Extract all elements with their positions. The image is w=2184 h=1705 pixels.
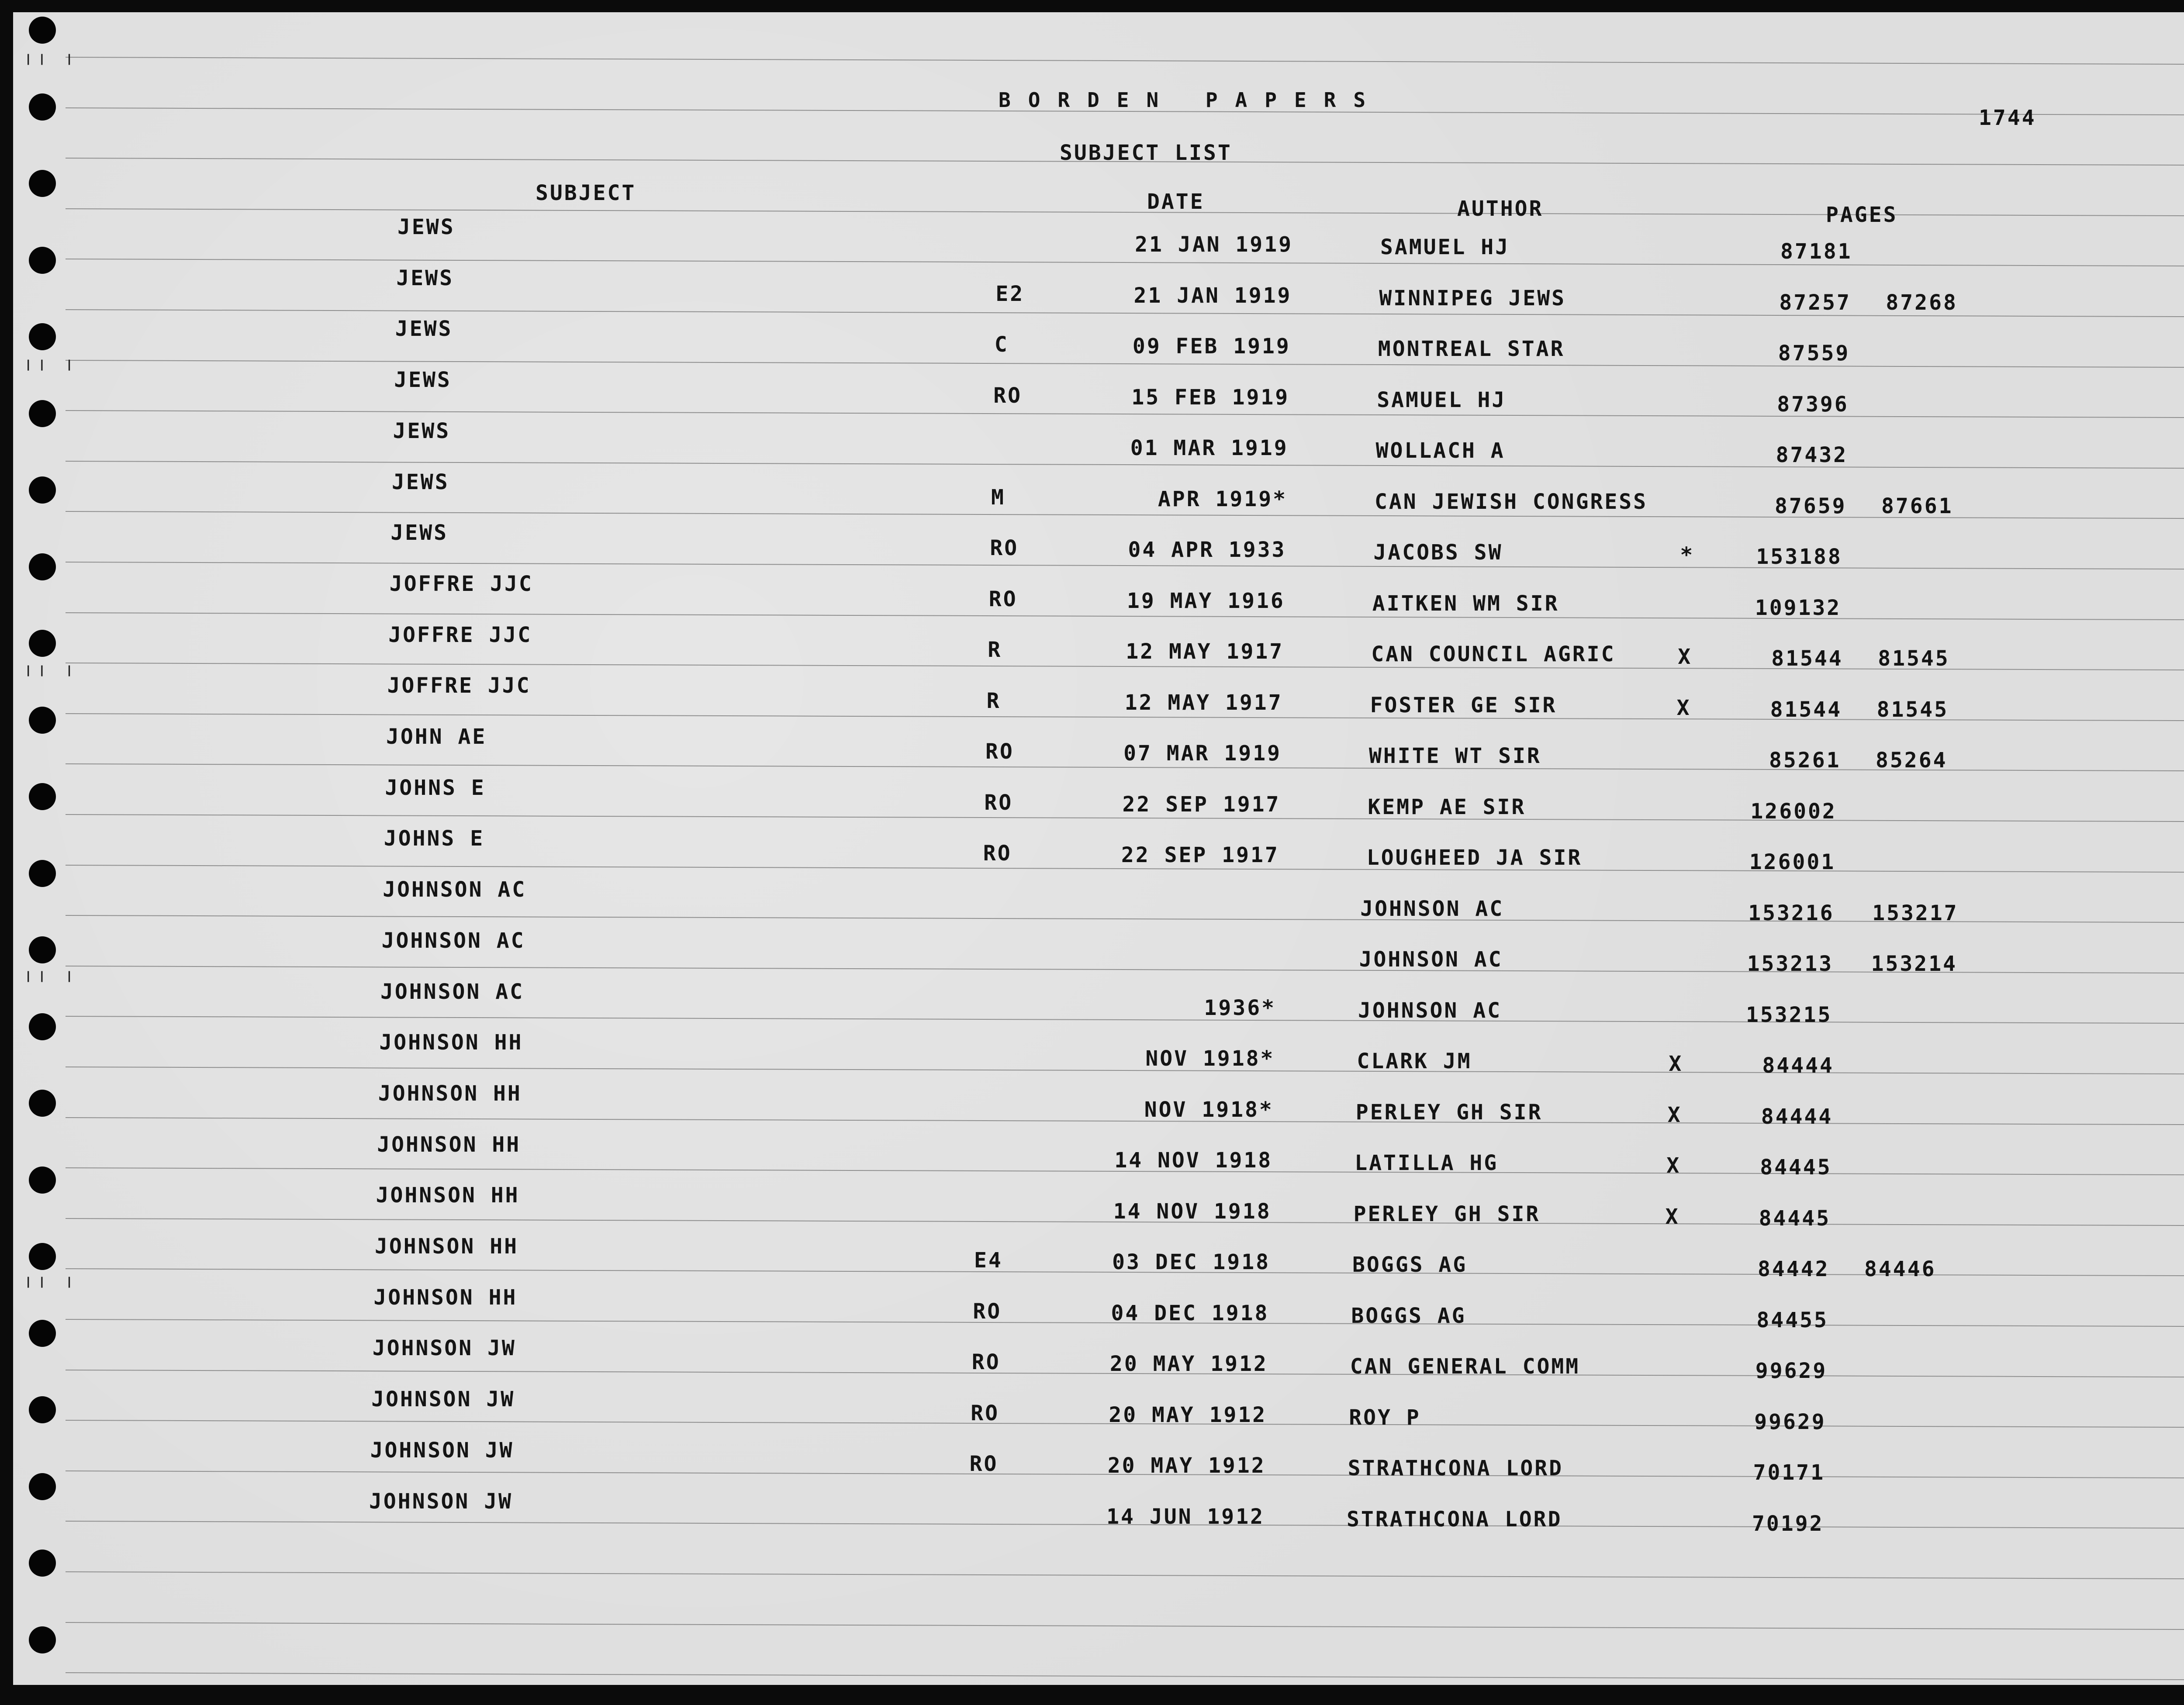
cell-author: ROY P	[1349, 1405, 1421, 1430]
cell-page1: 70171	[1753, 1460, 1825, 1485]
cell-date: 20 MAY 1912	[1109, 1402, 1267, 1427]
perforation-mark: ╵╵ ╵	[23, 1277, 78, 1298]
perforation-mark: ╵╵ ╵	[23, 971, 78, 993]
cell-subject: JOHNSON HH	[378, 1081, 522, 1106]
cell-author: MONTREAL STAR	[1378, 337, 1565, 361]
cell-date: 14 JUN 1912	[1106, 1504, 1265, 1529]
cell-author: PERLEY GH SIR	[1355, 1100, 1543, 1125]
cell-page1: 99629	[1755, 1359, 1828, 1383]
cell-page1: 84444	[1762, 1053, 1834, 1078]
cell-author: CAN JEWISH CONGRESS	[1375, 489, 1648, 514]
cell-code: RO	[971, 1401, 999, 1425]
column-header-subject: SUBJECT	[536, 181, 636, 205]
cell-subject: JOHNS E	[385, 775, 486, 800]
cell-subject: JEWS	[397, 215, 455, 239]
cell-page1: 81544	[1771, 646, 1843, 671]
cell-date: 07 MAR 1919	[1123, 741, 1282, 766]
cell-flag: X	[1676, 695, 1691, 720]
cell-code: E2	[995, 281, 1025, 306]
cell-flag: X	[1669, 1052, 1683, 1076]
ruled-line	[66, 562, 2184, 570]
cell-code: C	[994, 332, 1009, 357]
feed-hole	[29, 860, 56, 887]
cell-date: 22 SEP 1917	[1121, 843, 1279, 867]
ruled-line	[66, 1672, 2184, 1681]
cell-subject: JOHNSON AC	[380, 979, 524, 1004]
cell-date: 14 NOV 1918	[1113, 1199, 1272, 1224]
ruled-line	[66, 461, 2184, 469]
ruled-line	[66, 612, 2184, 621]
cell-page1: 84455	[1756, 1308, 1828, 1332]
cell-subject: JOHNSON JW	[369, 1489, 513, 1514]
cell-subject: JEWS	[396, 266, 454, 290]
cell-date: 14 NOV 1918	[1114, 1148, 1273, 1173]
cell-subject: JOHNSON HH	[375, 1234, 518, 1259]
cell-flag: X	[1665, 1204, 1680, 1229]
cell-author: CLARK JM	[1357, 1049, 1472, 1073]
cell-page1: 153188	[1756, 545, 1842, 569]
cell-subject: JOHNS E	[384, 826, 485, 851]
feed-hole	[29, 1473, 56, 1500]
cell-page1: 84445	[1760, 1155, 1832, 1180]
feed-hole	[29, 553, 56, 580]
ruled-line	[66, 57, 2184, 65]
cell-author: PERLEY GH SIR	[1353, 1201, 1541, 1226]
cell-date: 04 DEC 1918	[1111, 1301, 1269, 1325]
cell-author: AITKEN WM SIR	[1372, 591, 1559, 616]
ruled-line	[66, 663, 2184, 671]
cell-subject: JOFFRE JJC	[388, 622, 532, 647]
perforation-mark: ╵╵ ╵	[23, 666, 78, 687]
cell-subject: JOHNSON AC	[383, 877, 527, 902]
cell-page1: 87659	[1775, 494, 1847, 518]
cell-page1: 109132	[1755, 595, 1842, 620]
ruled-line	[66, 1117, 2184, 1125]
cell-subject: JOHNSON HH	[373, 1285, 518, 1310]
feed-hole	[29, 1090, 56, 1117]
cell-date: NOV 1918*	[1144, 1097, 1274, 1122]
cell-page2: 87661	[1881, 494, 1953, 518]
cell-page1: 87396	[1777, 392, 1849, 417]
cell-date: 09 FEB 1919	[1132, 334, 1291, 359]
cell-author: LATILLA HG	[1355, 1151, 1499, 1175]
cell-author: CAN GENERAL COMM	[1350, 1354, 1580, 1379]
cell-page1: 153213	[1747, 952, 1833, 976]
cell-date: 21 JAN 1919	[1135, 232, 1293, 257]
feed-hole	[29, 247, 56, 274]
feed-hole	[29, 170, 56, 197]
ruled-line	[66, 1571, 2184, 1580]
cell-subject: JOFFRE JJC	[387, 673, 531, 698]
cell-page1: 87181	[1780, 239, 1852, 264]
feed-hole	[29, 1013, 56, 1040]
cell-subject: JEWS	[392, 469, 449, 494]
cell-date: 04 APR 1933	[1128, 538, 1286, 562]
feed-hole	[29, 783, 56, 810]
cell-page1: 70192	[1752, 1511, 1824, 1536]
cell-page1: 87257	[1779, 290, 1851, 315]
cell-date: NOV 1918*	[1145, 1046, 1275, 1071]
cell-author: CAN COUNCIL AGRIC	[1371, 642, 1616, 666]
ruled-line	[66, 1622, 2184, 1630]
cell-page1: 87432	[1776, 443, 1848, 467]
cell-flag: X	[1678, 645, 1693, 669]
cell-page2: 153214	[1871, 952, 1957, 976]
feed-hole	[29, 1243, 56, 1270]
cell-author: BOGGS AG	[1352, 1253, 1468, 1277]
ruled-line	[66, 915, 2184, 923]
feed-hole	[29, 1167, 56, 1194]
cell-page1: 153216	[1748, 901, 1835, 925]
cell-subject: JOHNSON HH	[379, 1030, 523, 1055]
cell-author: LOUGHEED JA SIR	[1366, 846, 1583, 870]
cell-author: SAMUEL HJ	[1380, 235, 1510, 259]
column-header-pages: PAGES	[1826, 203, 1898, 227]
cell-subject: JOHNSON AC	[381, 928, 525, 953]
cell-author: WOLLACH A	[1375, 438, 1505, 463]
cell-date: 19 MAY 1916	[1127, 588, 1285, 613]
list-subtitle: SUBJECT LIST	[1060, 141, 1232, 165]
cell-flag: X	[1667, 1102, 1682, 1127]
cell-page2: 85264	[1876, 748, 1948, 773]
cell-page1: 84445	[1759, 1206, 1831, 1231]
column-header-author: AUTHOR	[1457, 197, 1544, 221]
cell-page1: 126002	[1750, 799, 1837, 824]
cell-author: WHITE WT SIR	[1369, 744, 1541, 768]
cell-code: RO	[988, 587, 1018, 611]
cell-code: RO	[985, 739, 1014, 764]
ruled-line	[66, 966, 2184, 974]
cell-code: RO	[984, 790, 1013, 815]
cell-subject: JEWS	[390, 521, 448, 545]
cell-code: M	[991, 485, 1006, 510]
cell-author: KEMP AE SIR	[1368, 794, 1526, 819]
cell-subject: JOHNSON HH	[377, 1132, 521, 1157]
cell-flag: *	[1680, 543, 1695, 567]
cell-date: 12 MAY 1917	[1124, 690, 1283, 715]
ruled-line	[66, 410, 2184, 418]
feed-hole	[29, 1550, 56, 1577]
ruled-line	[66, 259, 2184, 267]
cell-subject: JOHNSON JW	[371, 1387, 515, 1412]
feed-hole	[29, 400, 56, 427]
cell-page1: 84442	[1758, 1257, 1830, 1281]
cell-flag: X	[1666, 1153, 1681, 1178]
cell-page2: 84446	[1864, 1257, 1936, 1281]
cell-page1: 84444	[1761, 1104, 1833, 1129]
column-header-date: DATE	[1147, 190, 1205, 214]
feed-hole	[29, 936, 56, 963]
feed-hole	[29, 1396, 56, 1423]
cell-page1: 85261	[1769, 748, 1841, 773]
cell-author: FOSTER GE SIR	[1370, 693, 1557, 718]
cell-page1: 153215	[1746, 1002, 1832, 1027]
cell-code: RO	[973, 1299, 1002, 1324]
cell-page2: 153217	[1872, 901, 1959, 925]
feed-hole	[29, 707, 56, 734]
cell-subject: JEWS	[394, 368, 452, 393]
cell-date: 15 FEB 1919	[1131, 385, 1290, 410]
page-number: 1744	[1979, 106, 2036, 130]
cell-author: JACOBS SW	[1373, 540, 1503, 565]
cell-code: RO	[993, 383, 1022, 408]
page-title: BORDEN PAPERS	[999, 88, 1383, 112]
cell-author: WINNIPEG JEWS	[1379, 286, 1566, 311]
cell-page1: 81544	[1770, 697, 1842, 722]
feed-hole	[29, 93, 56, 121]
cell-date: 22 SEP 1917	[1122, 792, 1281, 817]
ruled-line	[66, 1066, 2184, 1075]
feed-hole	[29, 323, 56, 350]
cell-code: RO	[983, 841, 1012, 866]
feed-hole	[29, 476, 56, 504]
cell-date: 12 MAY 1917	[1126, 639, 1284, 664]
cell-date: 01 MAR 1919	[1130, 436, 1289, 460]
cell-subject: JOHNSON JW	[372, 1336, 516, 1361]
ruled-line	[66, 511, 2184, 519]
cell-date: 1936*	[1204, 995, 1276, 1020]
cell-page1: 99629	[1754, 1409, 1826, 1434]
cell-date: APR 1919*	[1158, 487, 1287, 511]
cell-page2: 81545	[1878, 646, 1950, 671]
ruled-line	[66, 1016, 2184, 1024]
cell-author: STRATHCONA LORD	[1347, 1507, 1562, 1532]
cell-code: RO	[969, 1452, 999, 1476]
perforation-mark: ╵╵ ╵	[23, 360, 78, 381]
ruled-line	[66, 309, 2184, 318]
cell-page2: 87268	[1886, 290, 1958, 315]
cell-subject: JOHN AE	[386, 725, 487, 749]
cell-author: SAMUEL HJ	[1377, 387, 1507, 412]
cell-code: RO	[990, 536, 1019, 560]
cell-subject: JOHNSON HH	[376, 1183, 520, 1208]
cell-code: R	[988, 638, 1002, 662]
feed-hole	[29, 1320, 56, 1347]
cell-page2: 81545	[1876, 697, 1949, 722]
cell-author: STRATHCONA LORD	[1348, 1456, 1564, 1481]
cell-code: RO	[971, 1350, 1001, 1374]
perforation-mark: ╵╵ ╵	[23, 54, 78, 76]
cell-code: R	[986, 688, 1001, 713]
cell-subject: JOFFRE JJC	[389, 571, 533, 596]
printout-page	[13, 12, 2184, 1685]
cell-subject: JEWS	[393, 418, 451, 443]
cell-code: E4	[974, 1248, 1003, 1273]
cell-date: 03 DEC 1918	[1112, 1250, 1270, 1274]
cell-subject: JEWS	[395, 317, 453, 342]
cell-page1: 87559	[1778, 341, 1850, 366]
feed-hole	[29, 17, 56, 44]
cell-author: BOGGS AG	[1351, 1303, 1466, 1328]
cell-subject: JOHNSON JW	[370, 1438, 514, 1463]
cell-page1: 126001	[1749, 850, 1836, 874]
cell-date: 20 MAY 1912	[1107, 1453, 1266, 1478]
cell-author: JOHNSON AC	[1360, 896, 1504, 921]
cell-author: JOHNSON AC	[1358, 998, 1502, 1023]
feed-hole	[29, 1626, 56, 1653]
cell-author: JOHNSON AC	[1359, 947, 1503, 972]
cell-date: 20 MAY 1912	[1109, 1352, 1268, 1376]
feed-hole	[29, 630, 56, 657]
cell-date: 21 JAN 1919	[1133, 283, 1292, 308]
ruled-line	[66, 360, 2184, 368]
